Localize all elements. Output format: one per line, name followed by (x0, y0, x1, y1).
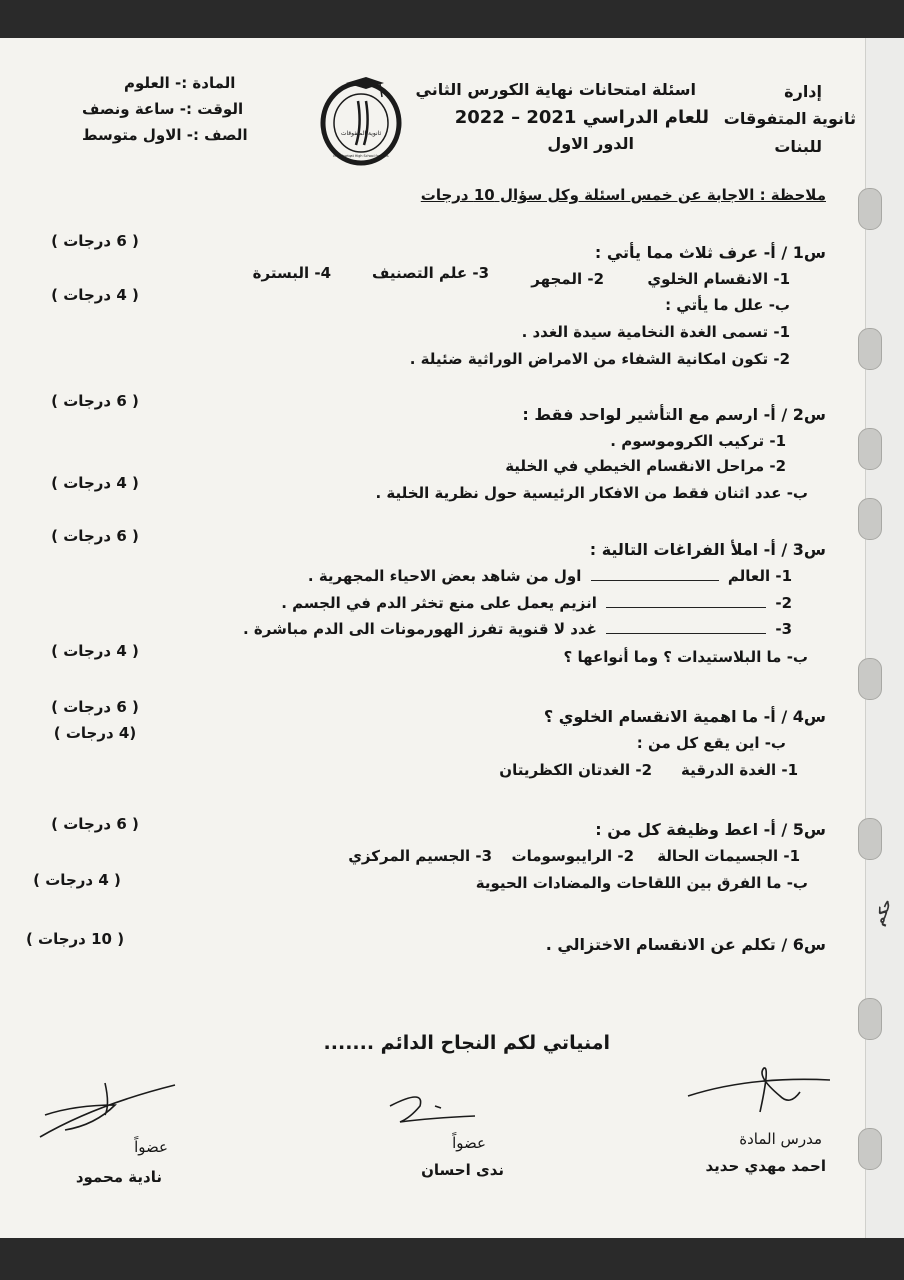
q5a-item3: 3- الجسيم المركزي (348, 847, 492, 865)
grade-field: الصف :- الاول متوسط (82, 126, 248, 144)
q1b-item2: 2- تكون امكانية الشفاء من الامراض الوراثية ضئيلة . (409, 350, 790, 368)
q1b-text: ب- علل ما يأتي : (665, 296, 790, 314)
q6-text: س6 / تكلم عن الانقسام الاختزالي . (545, 935, 826, 954)
q1a-item1: 1- الانقسام الخلوي (647, 270, 790, 288)
q3a-mark: ( 6 درجات ) (51, 527, 139, 545)
q1b-mark: ( 4 درجات ) (51, 286, 139, 304)
q1a-item3: 3- علم التصنيف (371, 264, 489, 282)
q3a-text: س3 / أ- املأ الفراغات التالية : (589, 540, 826, 559)
q1a-item2: 2- المجهر (531, 270, 604, 288)
q3a-item1 (308, 567, 792, 585)
logo-subtitle: Mutafawiqat High School for Girls (333, 154, 389, 158)
exam-note: ملاحظة : الاجابة عن خمس اسئلة وكل سؤال 10 درجات (420, 186, 826, 204)
q2b-mark: ( 4 درجات ) (51, 474, 139, 492)
header-right-line3: للبنات (774, 137, 822, 156)
header-right-line1: إدارة (784, 82, 822, 101)
q5b-mark: ( 4 درجات ) (33, 871, 121, 889)
q3-item1-suffix: اول من شاهد بعض الاحياء المجهرية . (307, 567, 582, 585)
q1b-item1: 1- تسمى الغدة النخامية سيدة الغدد . (521, 323, 790, 341)
q5b-text: ب- ما الفرق بين اللقاحات والمضادات الحيوية (475, 874, 808, 892)
side-scribble: حكم (871, 897, 896, 928)
q3-item2-number: 2- (775, 594, 792, 612)
q4a-text: س4 / أ- ما اهمية الانقسام الخلوي ؟ (543, 707, 826, 726)
member1-name: ندى احسان (421, 1161, 504, 1179)
q6-mark: ( 10 درجات ) (25, 930, 125, 948)
q3-item2-suffix: انزيم يعمل على منع تخثر الدم في الجسم . (281, 594, 597, 612)
school-logo (318, 75, 404, 167)
header-school-name: ثانوية المتفوقات (723, 109, 856, 128)
q3-item3-number: 3- (775, 620, 792, 638)
q4b-text: ب- اين يقع كل من : (636, 734, 786, 752)
q1a-item4: 4- البسترة (252, 264, 331, 282)
member1-signature (380, 1088, 490, 1138)
q3b-text: ب- ما البلاستيدات ؟ وما أنواعها ؟ (563, 648, 808, 666)
q2a-item2: 2- مراحل الانقسام الخيطي في الخلية (505, 457, 786, 475)
teacher-role: مدرس المادة (739, 1130, 822, 1148)
q3-blank-2 (606, 607, 766, 608)
q3a-item3 (243, 620, 792, 638)
binder-hole (858, 428, 882, 470)
binder-edge (865, 38, 904, 1238)
q5a-text: س5 / أ- اعط وظيفة كل من : (595, 820, 826, 839)
exam-round: الدور الاول (547, 134, 634, 153)
q3-blank-3 (606, 633, 766, 634)
q3-item3-suffix: غدد لا قنوية تفرز الهورمونات الى الدم مباشرة . (243, 620, 597, 638)
binder-hole (858, 818, 882, 860)
q5a-item1: 1- الجسيمات الحالة (657, 847, 800, 865)
member2-name: نادية محمود (75, 1168, 162, 1186)
teacher-name: احمد مهدي حديد (705, 1157, 826, 1175)
q2a-text: س2 / أ- ارسم مع التأشير لواحد فقط : (522, 405, 826, 424)
q3-item1-prefix: 1- العالم (727, 567, 792, 585)
subject-field: المادة :- العلوم (124, 74, 236, 92)
member1-role: عضواً (452, 1134, 486, 1152)
q2b-text: ب- عدد اثنان فقط من الافكار الرئيسية حول نظرية الخلية . (375, 484, 808, 502)
logo-title: ثانوية المتفوقات (340, 130, 382, 137)
teacher-signature (680, 1056, 860, 1126)
q5a-item2: 2- الرايبوسومات (511, 847, 634, 865)
q2a-item1: 1- تركيب الكروموسوم . (610, 432, 786, 450)
q4b-item2: 2- الغدتان الكظريتان (499, 761, 652, 779)
q2a-mark: ( 6 درجات ) (51, 392, 139, 410)
binder-hole (858, 1128, 882, 1170)
member2-signature (35, 1075, 195, 1150)
closing-wish: امنياتي لكم النجاح الدائم ....... (323, 1032, 610, 1054)
q3b-mark: ( 4 درجات ) (51, 642, 139, 660)
exam-title: اسئلة امتحانات نهاية الكورس الثاني (415, 80, 696, 99)
q1a-mark: ( 6 درجات ) (51, 232, 139, 250)
duration-field: الوقت :- ساعة ونصف (82, 100, 244, 118)
q4b-item1: 1- الغدة الدرقية (681, 761, 798, 779)
q4a-mark: ( 6 درجات ) (51, 698, 139, 716)
binder-hole (858, 328, 882, 370)
q1a-text: س1 / أ- عرف ثلاث مما يأتي : (594, 243, 826, 262)
q4b-mark: (4 درجات ) (53, 724, 137, 742)
binder-hole (858, 658, 882, 700)
q5a-mark: ( 6 درجات ) (51, 815, 139, 833)
binder-hole (858, 498, 882, 540)
academic-year: للعام الدراسي 2021 – 2022 (454, 107, 709, 128)
q3a-item2 (281, 594, 792, 612)
member2-role: عضواً (134, 1138, 168, 1156)
q3-blank-1 (591, 580, 719, 581)
binder-hole (858, 998, 882, 1040)
